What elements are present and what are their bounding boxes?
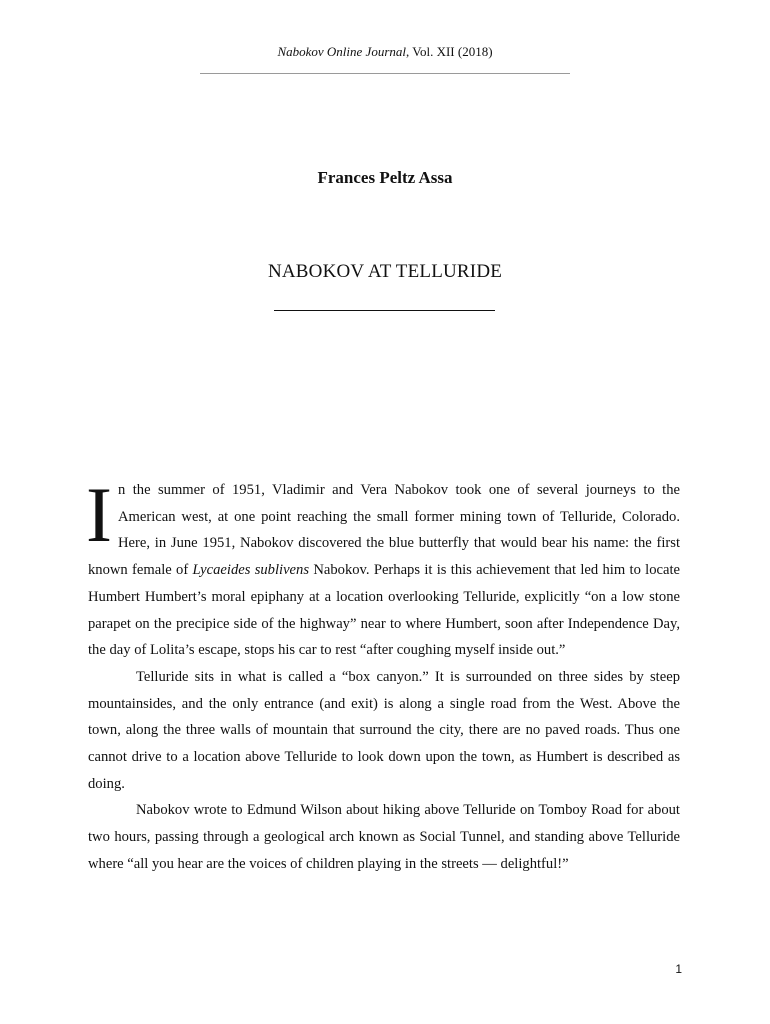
paragraph-1-text-a: n the summer of 1951, Vladimir and Vera Nabokov took one of several journeys to the American west, at one point reaching the small former mining town of Telluride, Colorado. Here, in June 1951, Nabokov discovered the blue butterfly that would bear his name: the first known female of [88,482,680,579]
volume-info: , Vol. XII (2018) [406,44,493,59]
journal-name: Nabokov Online Journal [277,44,406,59]
species-name: Lycaeides sublivens [192,562,310,579]
paragraph-1 [86,471,681,664]
title-underline [274,310,495,311]
running-header [0,44,770,60]
paragraph-3: Nabokov wrote to Edmund Wilson about hiking above Telluride on Tomboy Road for about two hours, passing through a geological arch known as Social Tunnel, and standing above Telluride where “all you hear are the voices of children playing in the streets — delightful!” [88,802,680,872]
article-title: NABOKOV AT TELLURIDE [267,261,503,282]
paragraph-1-text-b: Nabokov. Perhaps it is this achievement that led him to locate Humbert Humbert’s moral epiphany at a location overlooking Telluride, explicitly “on a low stone parapet on the precipice side of the highway” near to where Humbert, soon after Independence Day, the day of Lolita’s escape, stops his car to rest “after coughing myself inside out.” [88,562,681,659]
author-name: Frances Peltz Assa [317,168,453,187]
article-body [86,471,681,878]
drop-cap: I [86,471,112,558]
header-rule [200,73,570,74]
page-number: 1 [675,962,682,976]
paragraph-2: Telluride sits in what is called a “box canyon.” It is surrounded on three sides by steep mountainsides, and the only entrance (and exit) is along a single road from the West. Above the town, along the three walls of mountain that surround the city, there are no paved roads. Thus one cannot drive to a location above Telluride to look down upon the town, as Humbert is described as doing. [88,668,680,792]
